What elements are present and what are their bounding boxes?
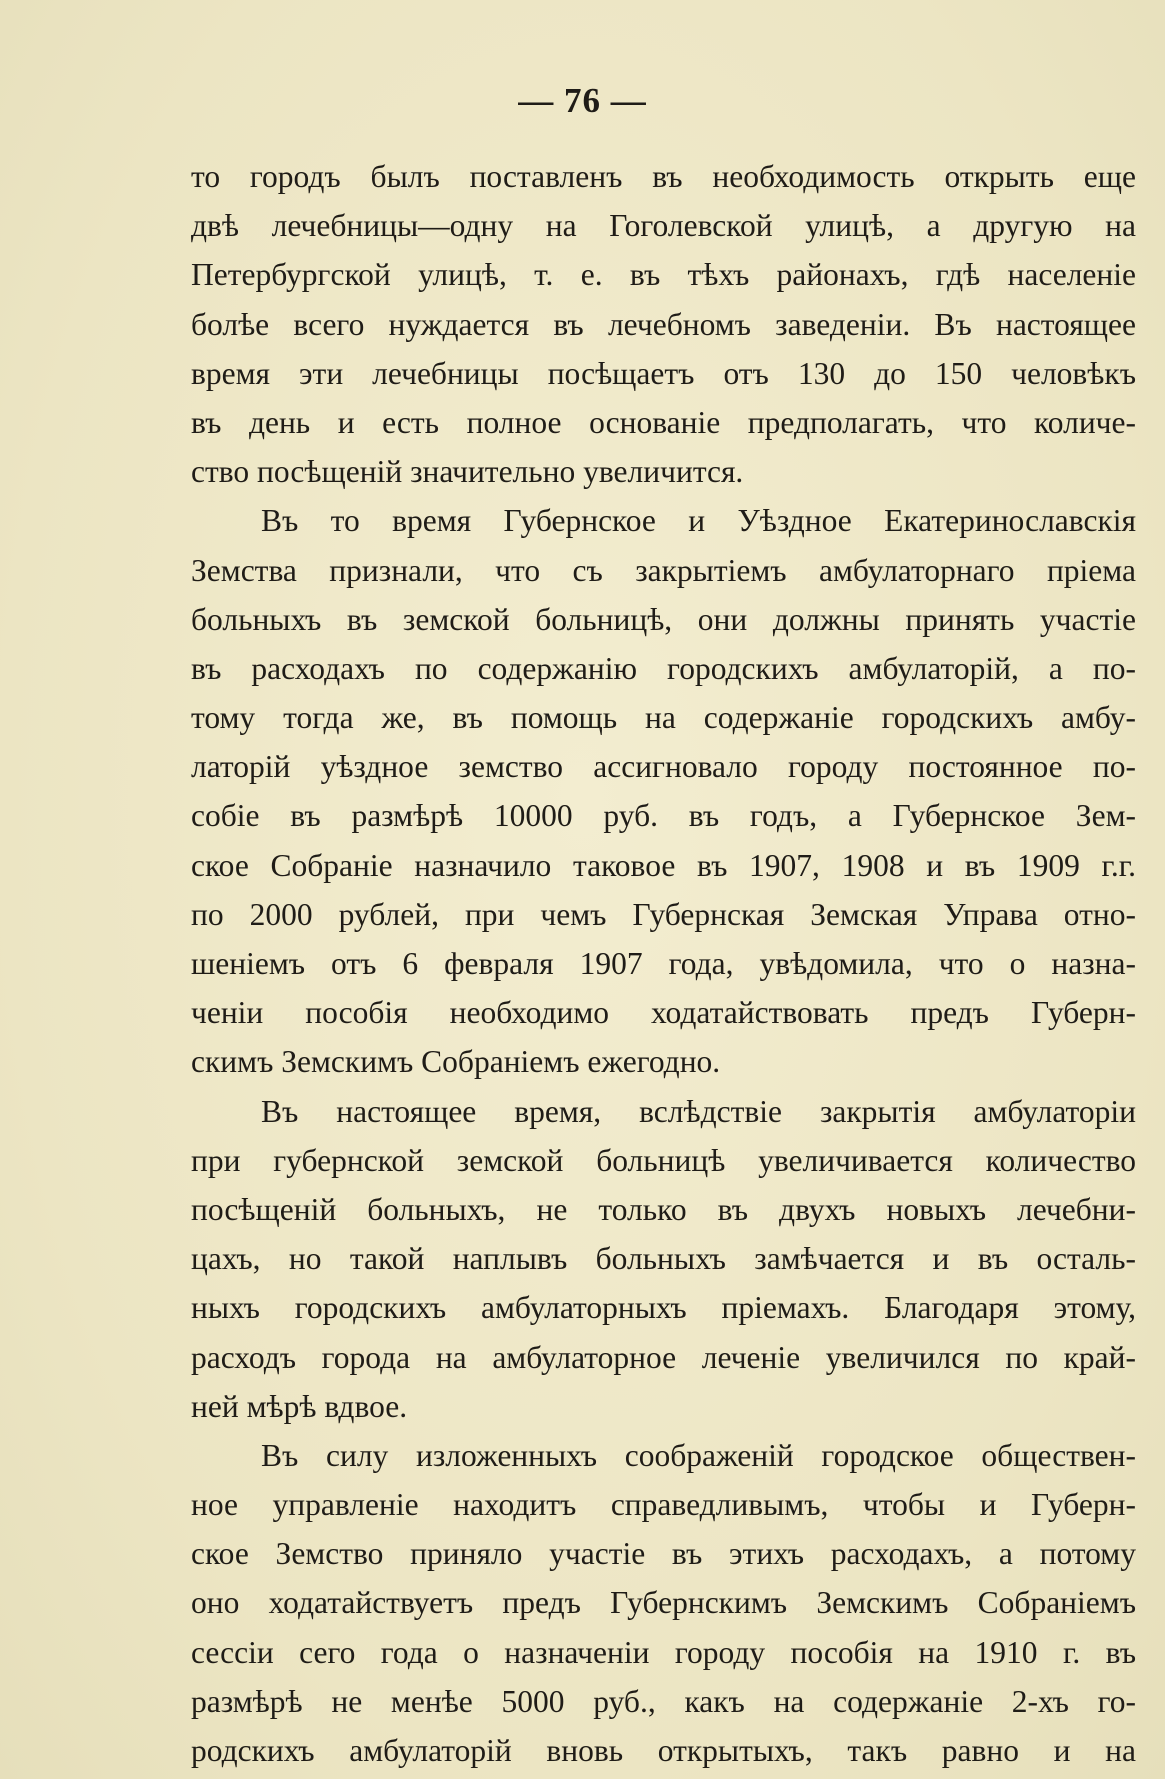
text-line: въ день и есть полное основаніе предполагать, что количе-	[191, 404, 1136, 440]
paragraph-2	[191, 496, 1136, 1086]
text-line: латорій уѣздное земство ассигновало городу постоянное по-	[191, 749, 1136, 785]
text-line: тому тогда же, въ помощь на содержаніе городскихъ амбу-	[191, 700, 1136, 736]
text-line: родскихъ амбулаторій вновь открытыхъ, такъ равно и на	[191, 1733, 1136, 1768]
text-line: ней мѣрѣ вдвое.	[191, 1388, 408, 1424]
text-line: Петербургской улицѣ, т. е. въ тѣхъ районахъ, гдѣ населеніе	[191, 257, 1136, 293]
text-line: Въ настоящее время, вслѣдствіе закрытія амбулаторіи	[261, 1093, 1136, 1129]
text-line: то городъ былъ поставленъ въ необходимость открыть еще	[191, 159, 1136, 194]
paragraph-4	[191, 1431, 1136, 1775]
text-line: ское Собраніе назначило таковое въ 1907, 1908 и въ 1909 г.г.	[191, 847, 1136, 883]
page-number: — 76 —	[518, 81, 647, 120]
text-line: по 2000 рублей, при чемъ Губернская Земская Управа отно-	[191, 896, 1136, 932]
text-line: собіе въ размѣрѣ 10000 руб. въ годъ, а Губернское Зем-	[191, 798, 1136, 834]
text-line: оно ходатайствуетъ предъ Губернскимъ Земскимъ Собраніемъ	[191, 1585, 1136, 1621]
text-line: посѣщеній больныхъ, не только въ двухъ новыхъ лечебни-	[191, 1191, 1136, 1227]
text-line: ное управленіе находитъ справедливымъ, чтобы и Губерн-	[191, 1487, 1136, 1523]
text-line: ченіи пособія необходимо ходатайствовать предъ Губерн-	[191, 995, 1136, 1031]
text-line: двѣ лечебницы—одну на Гоголевской улицѣ, а другую на	[191, 208, 1136, 244]
text-line: ское Земство приняло участіе въ этихъ расходахъ, а потому	[191, 1536, 1136, 1572]
text-line: Земства признали, что съ закрытіемъ амбулаторнаго пріема	[191, 552, 1136, 588]
text-line: ныхъ городскихъ амбулаторныхъ пріемахъ. Благодаря этому,	[191, 1290, 1136, 1326]
text-line: больныхъ въ земской больницѣ, они должны принять участіе	[191, 601, 1136, 637]
text-line: Въ силу изложенныхъ соображеній городское обществен-	[261, 1437, 1136, 1473]
text-line: расходъ города на амбулаторное леченіе увеличился по край-	[191, 1339, 1136, 1375]
text-line: при губернской земской больницѣ увеличивается количество	[191, 1142, 1136, 1178]
paragraph-1	[191, 152, 1136, 496]
text-line: Въ то время Губернское и Уѣздное Екатеринославскія	[261, 503, 1136, 539]
text-line: въ расходахъ по содержанію городскихъ амбулаторій, а по-	[191, 650, 1136, 686]
text-line: сессіи сего года о назначеніи городу пособія на 1910 г. въ	[191, 1634, 1136, 1670]
text-line: болѣе всего нуждается въ лечебномъ заведеніи. Въ настоящее	[191, 306, 1136, 342]
paragraph-3	[191, 1087, 1136, 1431]
text-line: ство посѣщеній значительно увеличится.	[191, 454, 744, 490]
body-text	[191, 152, 1136, 1775]
text-line: цахъ, но такой наплывъ больныхъ замѣчается и въ осталь-	[191, 1241, 1136, 1277]
text-line: шеніемъ отъ 6 февраля 1907 года, увѣдомила, что о назна-	[191, 946, 1136, 981]
text-line: размѣрѣ не менѣе 5000 руб., какъ на содержаніе 2-хъ го-	[191, 1683, 1136, 1719]
text-line: скимъ Земскимъ Собраніемъ ежегодно.	[191, 1044, 721, 1080]
text-line: время эти лечебницы посѣщаетъ отъ 130 до 150 человѣкъ	[191, 355, 1136, 391]
